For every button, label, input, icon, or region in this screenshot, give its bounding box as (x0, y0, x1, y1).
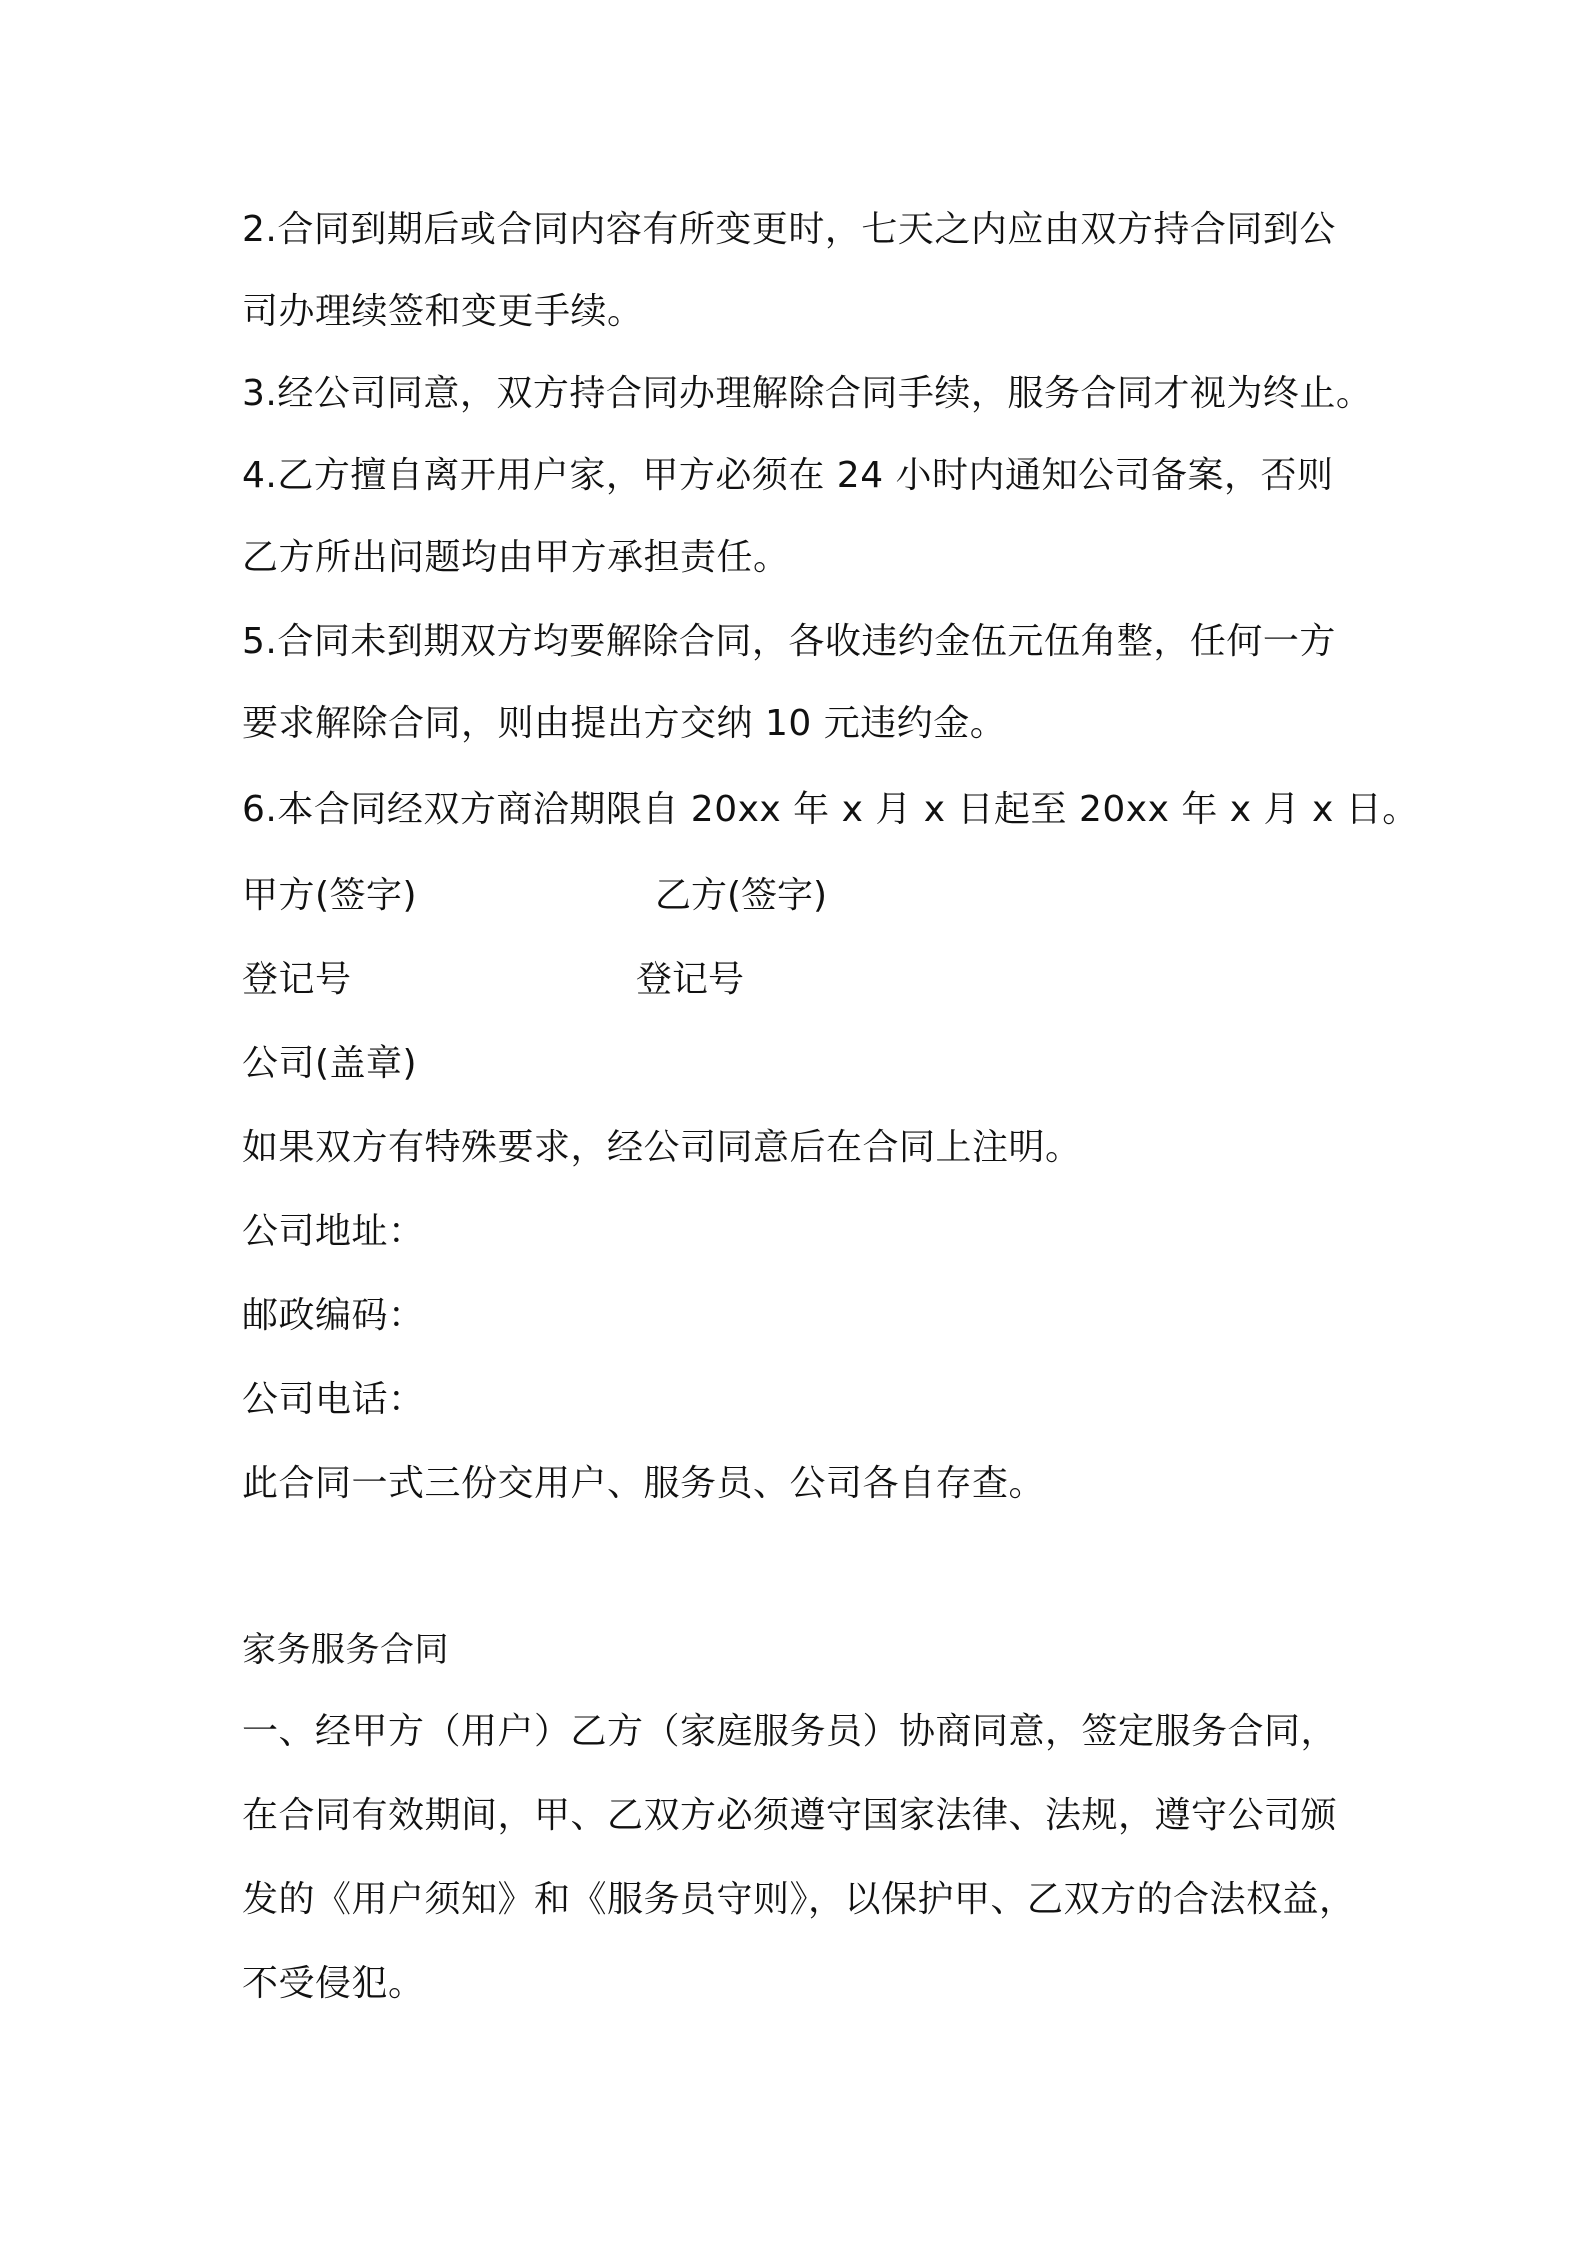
clause-6: 6.本合同经双方商洽期限自 20xx 年 x 月 x 日起至 20xx 年 x 月 x 日。 (242, 789, 1419, 830)
company-seal-label: 公司(盖章) (242, 1043, 418, 1084)
clause-5-line-1: 5.合同未到期双方均要解除合同，各收违约金伍元伍角整，任何一方 (242, 621, 1336, 662)
special-requirements-note: 如果双方有特殊要求，经公司同意后在合同上注明。 (242, 1127, 1082, 1168)
clause-4-line-2: 乙方所出问题均由甲方承担责任。 (242, 537, 790, 578)
party-a-registration-label: 登记号 (242, 959, 352, 1000)
party-a-signature-label: 甲方(签字) (242, 875, 418, 916)
clause-2-line-1: 2.合同到期后或合同内容有所变更时，七天之内应由双方持合同到公 (242, 209, 1336, 250)
second-contract-clause-1-line-2: 在合同有效期间，甲、乙双方必须遵守国家法律、法规，遵守公司颁 (242, 1795, 1338, 1836)
clause-2-line-2: 司办理续签和变更手续。 (242, 291, 644, 332)
second-contract-clause-1-line-1: 一、经甲方（用户）乙方（家庭服务员）协商同意，签定服务合同， (242, 1711, 1338, 1752)
clause-4-line-1: 4.乙方擅自离开用户家，甲方必须在 24 小时内通知公司备案，否则 (242, 455, 1334, 496)
company-address-label: 公司地址： (242, 1211, 425, 1252)
second-contract-clause-1-line-3: 发的《用户须知》和《服务员守则》，以保护甲、乙双方的合法权益， (242, 1879, 1356, 1920)
clause-5-line-2: 要求解除合同，则由提出方交纳 10 元违约金。 (242, 703, 1007, 744)
second-contract-clause-1-line-4: 不受侵犯。 (242, 1963, 425, 2004)
party-b-signature-label: 乙方(签字) (655, 875, 828, 916)
copies-note: 此合同一式三份交用户、服务员、公司各自存查。 (242, 1463, 1046, 1504)
second-contract-title: 家务服务合同 (242, 1630, 449, 1670)
company-phone-label: 公司电话： (242, 1379, 425, 1420)
party-b-registration-label: 登记号 (636, 959, 745, 1000)
clause-3: 3.经公司同意，双方持合同办理解除合同手续，服务合同才视为终止。 (242, 373, 1373, 414)
postal-code-label: 邮政编码： (242, 1295, 425, 1336)
